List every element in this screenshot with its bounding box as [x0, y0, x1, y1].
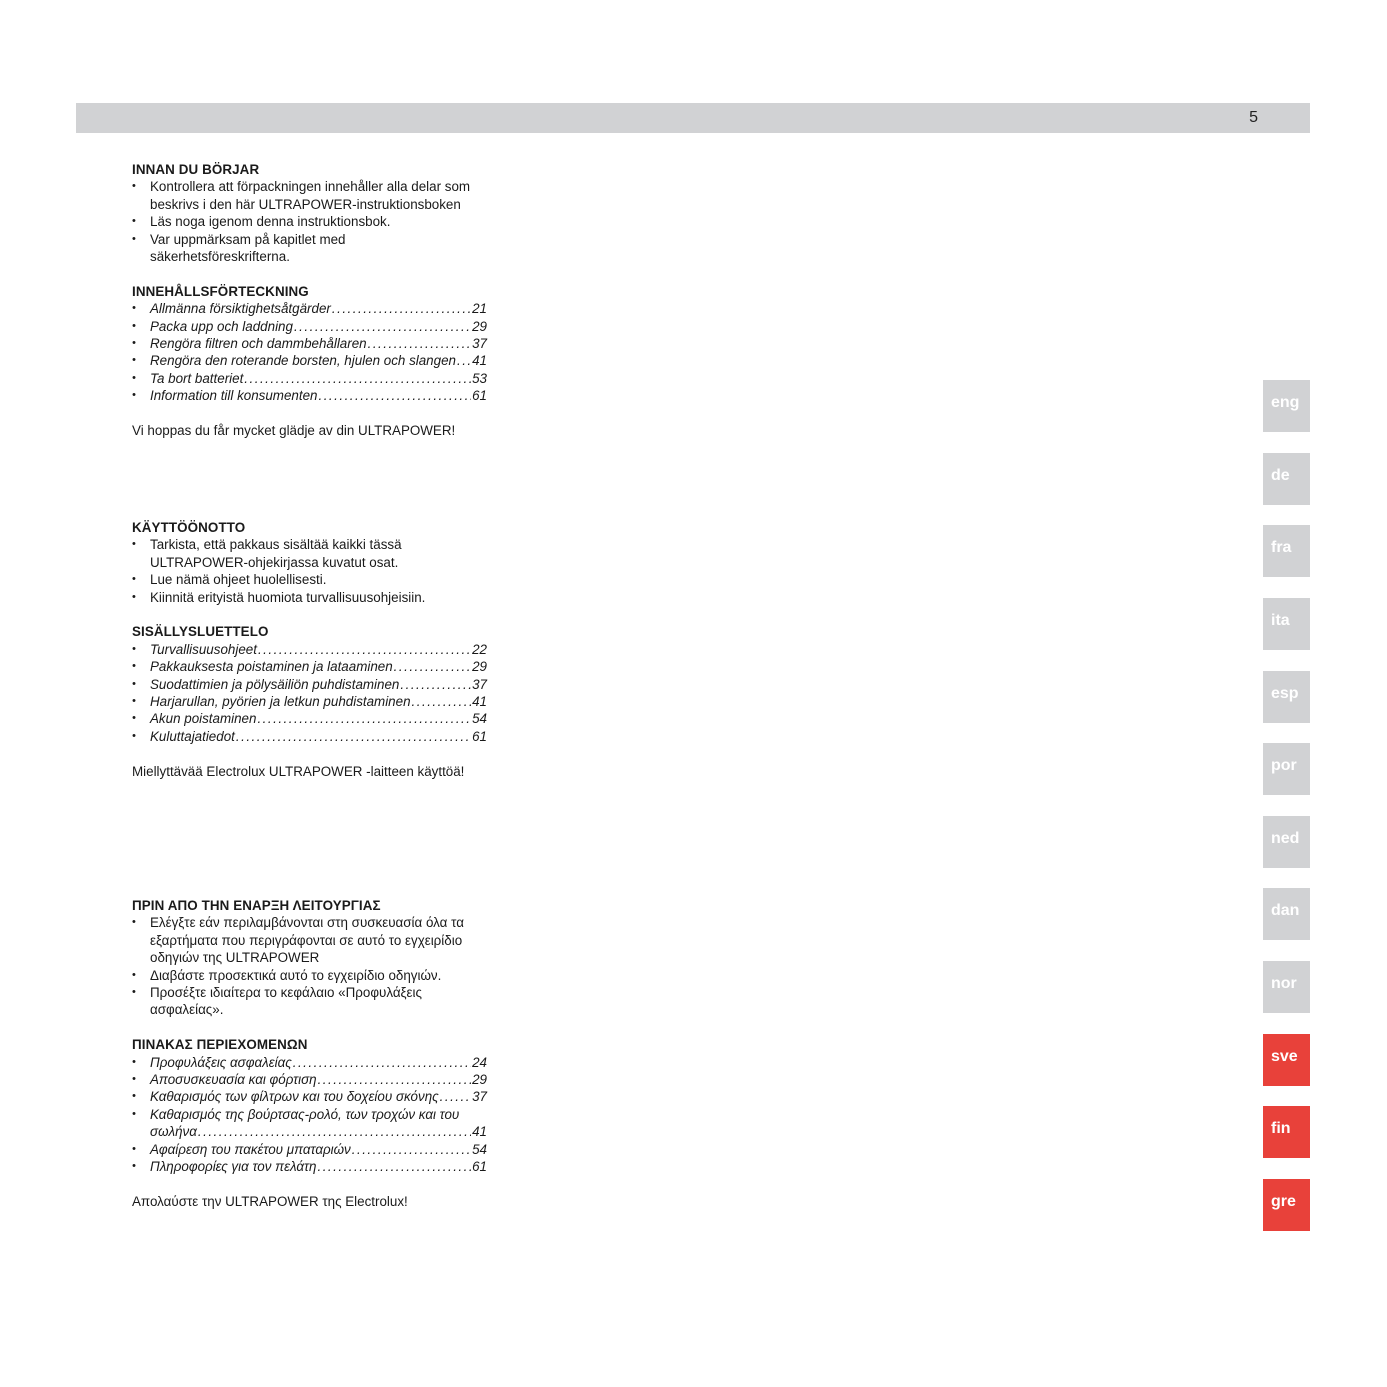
toc-entry[interactable]: [132, 352, 487, 369]
closing-text: Miellyttävää Electrolux ULTRAPOWER -laitteen käyttöä!: [132, 763, 465, 779]
section-swedish: [132, 161, 487, 439]
toc-page: 41: [472, 694, 487, 710]
list-item: • Kiinnitä erityistä huomiota turvallisuusohjeisiin.: [132, 589, 487, 606]
toc-title: • Ta bort batteriet: [150, 370, 244, 386]
list-item: • Lue nämä ohjeet huolellisesti.: [132, 571, 487, 588]
toc-page: 29: [472, 659, 487, 675]
list-item: • Διαβάστε προσεκτικά αυτό το εγχειρίδιο οδηγιών.: [132, 967, 487, 984]
toc-title: • Αποσυσκευασία και φόρτιση: [150, 1072, 317, 1088]
toc-title: • Προφυλάξεις ασφαλείας: [150, 1054, 292, 1070]
toc-entry[interactable]: [132, 370, 487, 387]
toc-title: • Akun poistaminen: [150, 711, 257, 727]
toc-title: • Αφαίρεση του πακέτου μπαταριών: [150, 1141, 351, 1157]
list-item: • Προσέξτε ιδιαίτερα το κεφάλαιο «Προφυλάξεις ασφαλείας».: [132, 984, 487, 1019]
toc-page: 54: [472, 1141, 487, 1157]
toc-title: • Kuluttajatiedot: [150, 728, 235, 744]
toc-title: • Rengöra filtren och dammbehållaren: [150, 336, 367, 352]
toc-entry[interactable]: [132, 335, 487, 352]
toc-entry[interactable]: [132, 1088, 487, 1105]
bullet-list: [132, 536, 487, 606]
toc-title: • Harjarullan, pyörien ja letkun puhdistaminen: [150, 694, 411, 710]
table-of-contents: [132, 300, 487, 404]
toc-entry[interactable]: [132, 710, 487, 727]
list-item: • Tarkista, että pakkaus sisältää kaikki tässä ULTRAPOWER-ohjekirjassa kuvatut osat.: [132, 536, 487, 571]
toc-entry[interactable]: [132, 387, 487, 404]
toc-page: 41: [472, 353, 487, 369]
toc-page: 54: [472, 711, 487, 727]
toc-heading: INNEHÅLLSFÖRTECKNING: [132, 283, 309, 299]
toc-page: 21: [472, 301, 487, 317]
tab-por[interactable]: por: [1263, 743, 1310, 795]
toc-title: • Suodattimien ja pölysäiliön puhdistaminen: [150, 676, 400, 692]
section-finnish: [132, 519, 487, 780]
toc-title: • Allmänna försiktighetsåtgärder: [150, 301, 331, 317]
toc-page: 61: [472, 388, 487, 404]
bullet-list: [132, 914, 487, 1018]
tab-fra[interactable]: fra: [1263, 525, 1310, 577]
toc-page: 37: [472, 676, 487, 692]
toc-page: 61: [472, 728, 487, 744]
tab-gre[interactable]: gre: [1263, 1179, 1310, 1231]
toc-entry[interactable]: [132, 1141, 487, 1158]
toc-page: 29: [472, 1072, 487, 1088]
toc-entry[interactable]: [132, 728, 487, 745]
tab-esp[interactable]: esp: [1263, 671, 1310, 723]
tab-dan[interactable]: dan: [1263, 888, 1310, 940]
toc-page: 22: [472, 641, 487, 657]
toc-title: • Καθαρισμός της βούρτσας-ρολό, των τροχών και του: [150, 1106, 460, 1122]
table-of-contents: [132, 641, 487, 745]
table-of-contents: [132, 1054, 487, 1176]
tab-ita[interactable]: ita: [1263, 598, 1310, 650]
tab-sve[interactable]: sve: [1263, 1034, 1310, 1086]
toc-entry[interactable]: [132, 1158, 487, 1175]
tab-eng[interactable]: eng: [1263, 380, 1310, 432]
toc-page: 61: [472, 1159, 487, 1175]
toc-entry[interactable]: [132, 1106, 487, 1141]
toc-title-continued: σωλήνα: [150, 1124, 197, 1140]
toc-title: • Information till konsumenten: [150, 388, 318, 404]
toc-heading: ΠΙΝΑΚΑΣ ΠΕΡΙΕΧΟΜΕΝΩΝ: [132, 1037, 308, 1053]
list-item: • Läs noga igenom denna instruktionsbok.: [132, 213, 487, 230]
toc-title: • Packa upp och laddning: [150, 318, 293, 334]
tab-ned[interactable]: ned: [1263, 816, 1310, 868]
closing-text: Απολαύστε την ULTRAPOWER της Electrolux!: [132, 1193, 408, 1209]
page-number: 5: [1249, 109, 1258, 126]
toc-page: 37: [472, 336, 487, 352]
section-greek: [132, 897, 487, 1210]
toc-title: • Καθαρισμός των φίλτρων και του δοχείου σκόνης: [150, 1089, 439, 1105]
list-item: • Ελέγξτε εάν περιλαμβάνονται στη συσκευασία όλα τα εξαρτήματα που περιγράφονται σε αυτό το εγχειρίδιο οδηγιών της ULTRAPOWER: [132, 914, 487, 966]
toc-entry[interactable]: [132, 318, 487, 335]
toc-page: 53: [472, 370, 487, 386]
bullet-list: [132, 178, 487, 265]
toc-entry[interactable]: [132, 676, 487, 693]
toc-title: • Rengöra den roterande borsten, hjulen och slangen: [150, 353, 456, 369]
section-heading: ΠΡΙΝ ΑΠΟ ΤΗΝ ΕΝΑΡΞΗ ΛΕΙΤΟΥΡΓΙΑΣ: [132, 898, 381, 913]
toc-page: 41: [472, 1124, 487, 1140]
toc-page: 37: [472, 1089, 487, 1105]
section-heading: INNAN DU BÖRJAR: [132, 162, 260, 177]
list-item: • Kontrollera att förpackningen innehåller alla delar som beskrivs i den här ULTRAPOWER-instruktionsboken: [132, 178, 487, 213]
list-item: • Var uppmärksam på kapitlet med säkerhetsföreskrifterna.: [132, 231, 487, 266]
toc-entry[interactable]: [132, 300, 487, 317]
toc-entry[interactable]: [132, 1054, 487, 1071]
toc-entry[interactable]: [132, 1071, 487, 1088]
toc-page: 29: [472, 318, 487, 334]
toc-title: • Pakkauksesta poistaminen ja lataaminen: [150, 659, 393, 675]
header-bar: [76, 103, 1310, 133]
toc-page: 24: [472, 1054, 487, 1070]
toc-title: • Πληροφορίες για τον πελάτη: [150, 1159, 317, 1175]
tab-de[interactable]: de: [1263, 453, 1310, 505]
section-heading: KÄYTTÖÖNOTTO: [132, 520, 246, 535]
toc-title: • Turvallisuusohjeet: [150, 641, 257, 657]
tab-fin[interactable]: fin: [1263, 1106, 1310, 1158]
toc-entry[interactable]: [132, 693, 487, 710]
closing-text: Vi hoppas du får mycket glädje av din ULTRAPOWER!: [132, 423, 456, 439]
toc-entry[interactable]: [132, 641, 487, 658]
toc-heading: SISÄLLYSLUETTELO: [132, 624, 269, 640]
toc-entry[interactable]: [132, 658, 487, 675]
tab-nor[interactable]: nor: [1263, 961, 1310, 1013]
